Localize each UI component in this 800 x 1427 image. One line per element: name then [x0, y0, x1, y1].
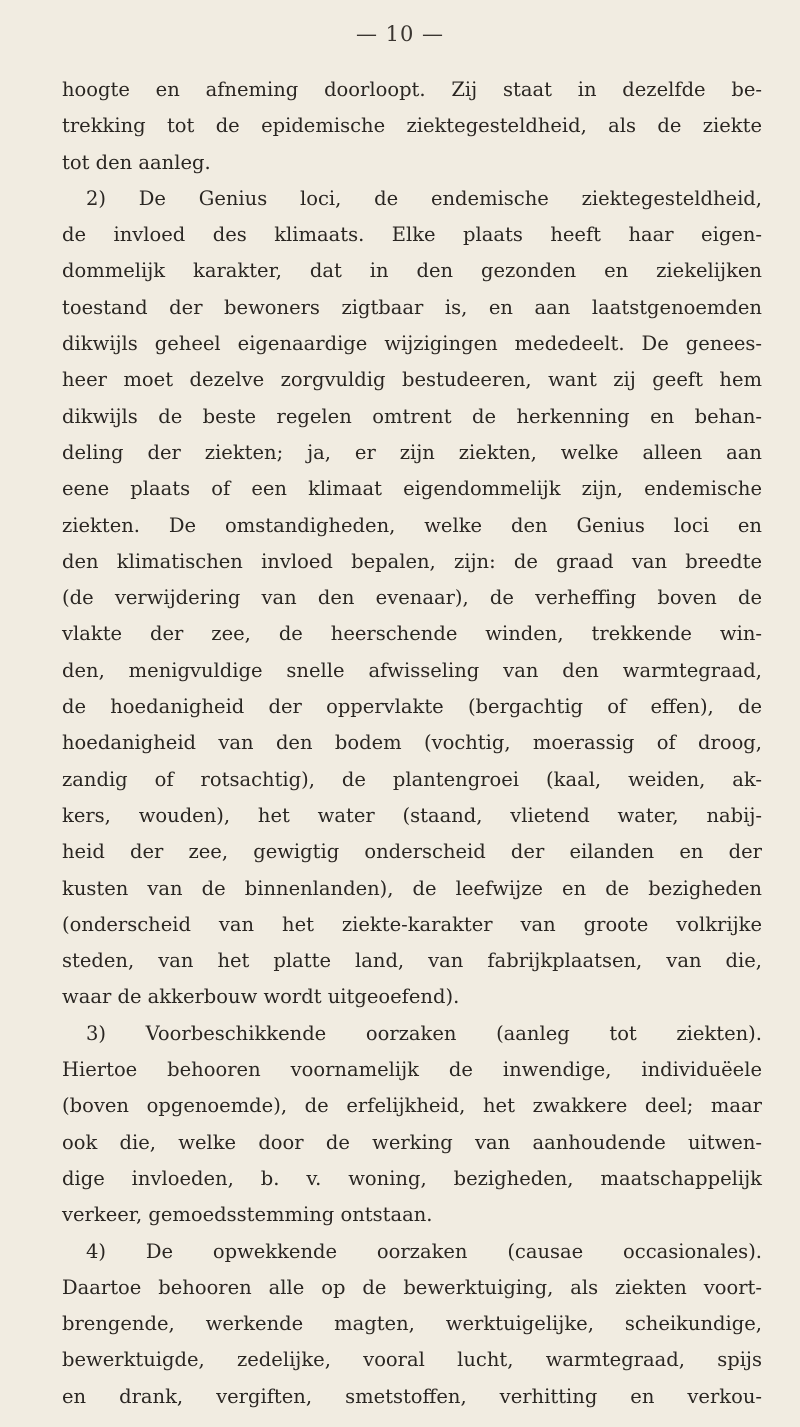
text-line: Hiertoe behooren voornamelijk de inwendige, individuëele — [62, 1058, 762, 1082]
text-line: dikwijls geheel eigenaardige wijzigingen mededeelt. De genees- — [62, 332, 762, 356]
body-text — [62, 72, 762, 1415]
text-line: waar de akkerbouw wordt uitgeoefend). — [62, 985, 460, 1009]
text-line: ook die, welke door de werking van aanhoudende uitwen- — [62, 1130, 762, 1154]
text-line: kusten van de binnenlanden), de leefwijze en de bezigheden — [62, 876, 762, 900]
text-line: toestand der bewoners zigtbaar is, en aan laatstgenoemden — [62, 295, 762, 319]
text-line: zandig of rotsachtig), de plantengroei (kaal, weiden, ak- — [62, 767, 762, 791]
text-line: tot den aanleg. — [62, 150, 211, 174]
text-line: heer moet dezelve zorgvuldig bestudeeren, want zij geeft hem — [62, 368, 762, 392]
text-line: 3) Voorbeschikkende oorzaken (aanleg tot ziekten). — [86, 1021, 762, 1045]
text-line: (onderscheid van het ziekte-karakter van groote volkrijke — [62, 912, 762, 936]
text-line: ziekten. De omstandigheden, welke den Genius loci en — [62, 513, 762, 537]
text-line: 2) De Genius loci, de endemische ziektegesteldheid, — [86, 186, 762, 210]
text-line: en drank, vergiften, smetstoffen, verhitting en verkou- — [62, 1384, 762, 1408]
text-line: dige invloeden, b. v. woning, bezigheden, maatschappelijk — [62, 1166, 762, 1190]
text-line: eene plaats of een klimaat eigendommelijk zijn, endemische — [62, 477, 762, 501]
text-line: 4) De opwekkende oorzaken (causae occasionales). — [86, 1239, 762, 1263]
text-line: de invloed des klimaats. Elke plaats heeft haar eigen- — [62, 223, 762, 247]
text-line: hoogte en afneming doorloopt. Zij staat in dezelfde be- — [62, 78, 762, 101]
text-line: trekking tot de epidemische ziektegesteldheid, als de ziekte — [62, 114, 762, 138]
text-line: dikwijls de beste regelen omtrent de herkenning en behan- — [62, 404, 762, 428]
text-line: den klimatischen invloed bepalen, zijn: de graad van breedte — [62, 549, 762, 573]
text-line: brengende, werkende magten, werktuigelijke, scheikundige, — [62, 1312, 762, 1336]
text-line: verkeer, gemoedsstemming ontstaan. — [62, 1203, 433, 1227]
text-line: (de verwijdering van den evenaar), de verheffing boven de — [62, 586, 762, 610]
text-line: heid der zee, gewigtig onderscheid der eilanden en der — [62, 840, 762, 864]
text-line: steden, van het platte land, van fabrijkplaatsen, van die, — [62, 949, 762, 973]
text-line: bewerktuigde, zedelijke, vooral lucht, warmtegraad, spijs — [62, 1348, 762, 1372]
text-line: hoedanigheid van den bodem (vochtig, moerassig of droog, — [62, 731, 762, 755]
text-line: dommelijk karakter, dat in den gezonden en ziekelijken — [62, 259, 762, 283]
text-line: Daartoe behooren alle op de bewerktuiging, als ziekten voort- — [62, 1275, 762, 1299]
text-line: deling der ziekten; ja, er zijn ziekten, welke alleen aan — [62, 440, 762, 464]
text-line: de hoedanigheid der oppervlakte (bergachtig of effen), de — [62, 695, 762, 719]
text-line: vlakte der zee, de heerschende winden, trekkende win- — [62, 622, 762, 646]
text-line: kers, wouden), het water (staand, vlietend water, nabij- — [62, 803, 762, 827]
page-number-header: — 10 — — [355, 22, 445, 46]
text-line: (boven opgenoemde), de erfelijkheid, het zwakkere deel; maar — [62, 1094, 762, 1118]
text-line: den, menigvuldige snelle afwisseling van den warmtegraad, — [62, 658, 762, 682]
